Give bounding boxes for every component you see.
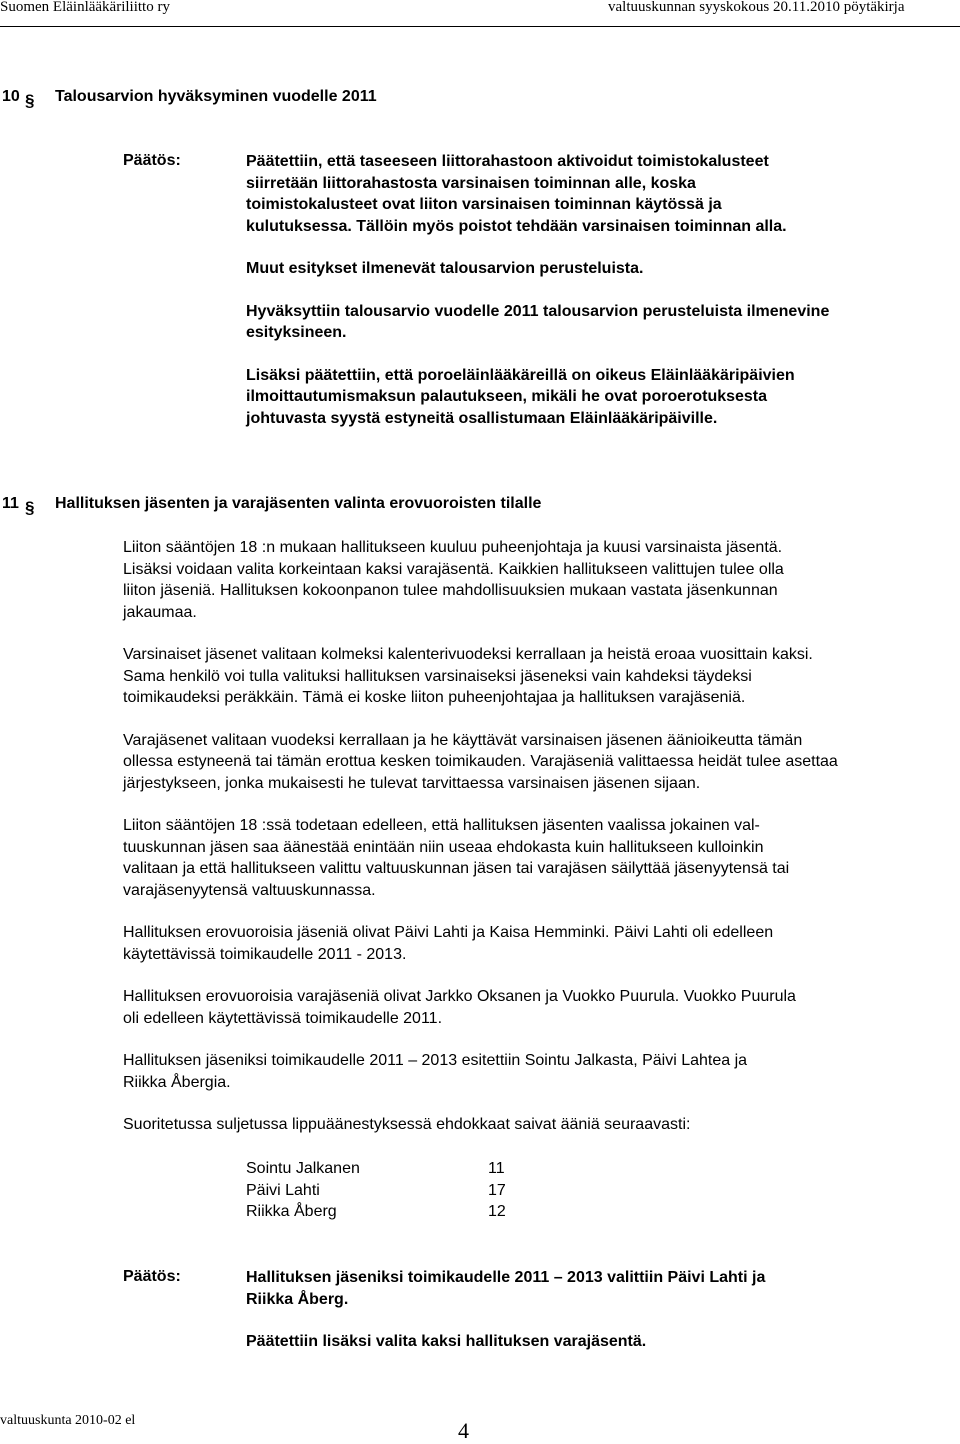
svg-text:§: § <box>25 499 35 515</box>
body-paragraph <box>123 1050 958 1093</box>
table-row <box>246 1158 506 1180</box>
text-line: Suoritetussa suljetussa lippuäänestyksessä ehdokkaat saivat ääniä seuraavasti: <box>123 1116 691 1133</box>
text-line: Päätettiin lisäksi valita kaksi hallituksen varajäsentä. <box>246 1333 647 1350</box>
candidate-name: Riikka Åberg <box>246 1203 337 1220</box>
decision-paragraph <box>246 258 956 280</box>
text-line: ollessa estyneenä tai tämän erottua kesken toimikauden. Varajäseniä valittaessa heidät tulee asettaa <box>123 753 838 770</box>
decision-paragraph <box>246 301 956 344</box>
text-line: Lisäksi voidaan valita korkeintaan kaksi varajäsentä. Kaikkien hallitukseen valittujen tulee olla <box>123 560 784 578</box>
text-line: tuuskunnan jäsen saa äänestää enintään niin useaa ehdokasta kuin hallitukseen kulloinkin <box>123 838 764 856</box>
body-paragraph <box>123 730 958 795</box>
text-line: Sama henkilö voi tulla valituksi hallituksen varsinaiseksi jäseneksi vain kahdeksi täydeksi <box>123 667 752 685</box>
text-line: Riikka Åberg. <box>246 1290 349 1308</box>
text-line: toimikaudeksi peräkkäin. Tämä ei koske liiton puheenjohtajaa ja hallituksen varajäseniä. <box>123 689 746 706</box>
text-line: varajäsenyytensä valtuuskunnassa. <box>123 881 376 899</box>
candidate-name: Sointu Jalkanen <box>246 1160 360 1177</box>
section-number: 10 <box>2 88 20 105</box>
body-paragraph <box>123 537 958 623</box>
text-line: Liiton sääntöjen 18 :n mukaan hallitukseen kuuluu puheenjohtaja ja kuusi varsinaista jäsentä. <box>123 539 783 556</box>
body-paragraph <box>123 815 958 901</box>
header-organization: Suomen Eläinlääkäriliitto ry <box>0 0 170 15</box>
text-line: esityksineen. <box>246 324 347 341</box>
header-document-title: valtuuskunnan syyskokous 20.11.2010 pöytäkirja <box>608 0 905 15</box>
vote-results-table <box>246 1158 506 1223</box>
text-line: järjestykseen, jonka mukaisesti he tulevat tarvittaessa varsinaisen jäsenen sijaan. <box>123 774 701 792</box>
text-line: liiton jäseniä. Hallituksen kokoonpanon tulee mahdollisuuksien mukaan vastata jäsenkunnan <box>123 582 778 599</box>
vote-count: 11 <box>488 1160 505 1177</box>
text-line: Muut esitykset ilmenevät talousarvion perusteluista. <box>246 260 644 277</box>
text-line: Varajäsenet valitaan vuodeksi kerrallaan ja he käyttävät varsinaisen jäsenen äänioikeutta tämän <box>123 731 803 749</box>
section-title: Hallituksen jäsenten ja varajäsenten valinta erovuoroisten tilalle <box>55 495 542 512</box>
section-10-decision <box>246 151 956 429</box>
text-line: Lisäksi päätettiin, että poroeläinlääkäreillä on oikeus Eläinlääkäripäivien <box>246 366 795 384</box>
svg-text:§: § <box>25 92 35 108</box>
section-number: 11 <box>2 495 19 512</box>
decision-label: Päätös: <box>123 152 181 169</box>
text-line: toimistokalusteet ovat liiton varsinaisen toiminnan käytössä ja <box>246 196 722 213</box>
decision-paragraph <box>246 151 956 237</box>
section-11-decision <box>246 1267 946 1353</box>
text-line: johtuvasta syystä estyneitä osallistumaan Eläinlääkäripäiville. <box>246 409 718 427</box>
text-line: Liiton sääntöjen 18 :ssä todetaan edelleen, että hallituksen jäsenten vaalissa jokainen val- <box>123 817 760 834</box>
section-11-heading <box>2 495 902 519</box>
text-line: kulutuksessa. Tällöin myös poistot tehdään varsinaisen toiminnan alla. <box>246 217 787 235</box>
text-line: oli edelleen käytettävissä toimikaudelle 2011. <box>123 1009 443 1027</box>
vote-count: 17 <box>488 1181 506 1199</box>
table-row <box>246 1180 506 1202</box>
text-line: käytettävissä toimikaudelle 2011 - 2013. <box>123 945 407 963</box>
body-paragraph <box>123 1114 958 1136</box>
body-paragraph <box>123 986 958 1029</box>
text-line: valitaan ja että hallitukseen valittu valtuuskunnan jäsen tai varajäsen säilyttää jäsenyytensä tai <box>123 860 790 877</box>
text-line: Hallituksen jäseniksi toimikaudelle 2011 – 2013 valittiin Päivi Lahti ja <box>246 1269 766 1286</box>
header-rule <box>0 26 960 27</box>
text-line: Riikka Åbergia. <box>123 1073 231 1091</box>
decision-paragraph <box>246 365 956 430</box>
section-title: Talousarvion hyväksyminen vuodelle 2011 <box>55 88 377 105</box>
text-line: Hyväksyttiin talousarvio vuodelle 2011 talousarvion perusteluista ilmenevine <box>246 302 830 320</box>
text-line: Hallituksen erovuoroisia jäseniä olivat Päivi Lahti ja Kaisa Hemminki. Päivi Lahti oli edelleen <box>123 924 774 941</box>
candidate-name: Päivi Lahti <box>246 1181 320 1199</box>
decision-label: Päätös: <box>123 1268 181 1285</box>
footer-document-id: valtuuskunta 2010-02 el <box>0 1413 136 1428</box>
text-line: Varsinaiset jäsenet valitaan kolmeksi kalenterivuodeksi kerrallaan ja heistä eroaa vuosittain kaksi. <box>123 646 813 663</box>
table-row <box>246 1201 506 1223</box>
text-line: siirretään liittorahastosta varsinaisen toiminnan alle, koska <box>246 174 696 192</box>
text-line: ilmoittautumismaksun palautukseen, mikäli he ovat poroerotuksesta <box>246 388 768 405</box>
section-11-body <box>123 537 958 1136</box>
vote-count: 12 <box>488 1203 506 1220</box>
text-line: Päätettiin, että taseeseen liittorahastoon aktivoidut toimistokalusteet <box>246 153 769 170</box>
text-line: Hallituksen jäseniksi toimikaudelle 2011 – 2013 esitettiin Sointu Jalkasta, Päivi Lahtea ja <box>123 1052 748 1069</box>
section-sign-icon <box>25 92 38 108</box>
text-line: jakaumaa. <box>123 603 197 621</box>
section-sign-icon <box>25 499 38 515</box>
text-line: Hallituksen erovuoroisia varajäseniä olivat Jarkko Oksanen ja Vuokko Puurula. Vuokko Puurula <box>123 988 796 1005</box>
page-number: 4 <box>458 1418 469 1443</box>
section-10-heading <box>2 88 702 112</box>
body-paragraph <box>123 922 958 965</box>
body-paragraph <box>123 644 958 709</box>
